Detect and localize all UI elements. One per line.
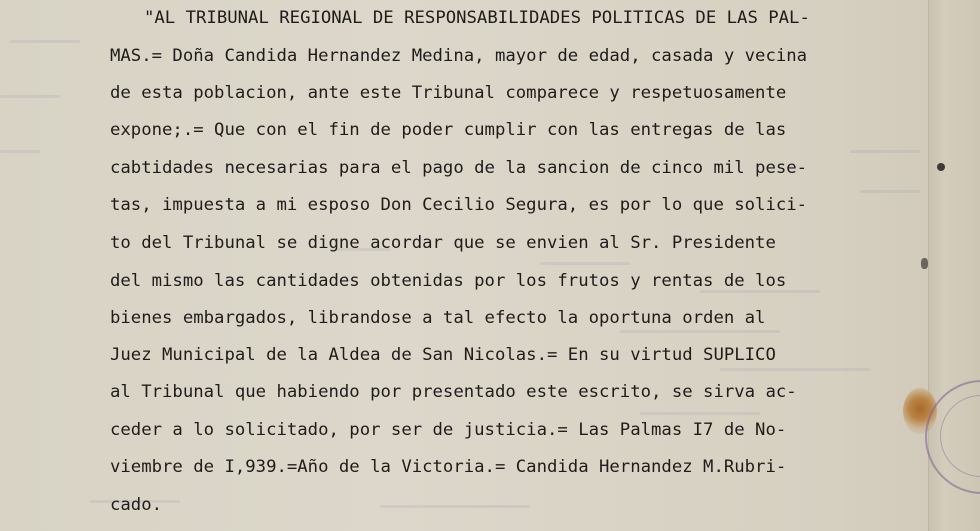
text-line: bienes embargados, librandose a tal efecto la oportuna orden al (110, 308, 766, 328)
paper-mark (921, 258, 928, 269)
text-line: to del Tribunal se digne acordar que se envien al Sr. Presidente (110, 233, 776, 253)
text-line: "AL TRIBUNAL REGIONAL DE RESPONSABILIDADES POLITICAS DE LAS PAL- (144, 8, 810, 28)
text-line: cado. (110, 495, 163, 515)
text-line: ceder a lo solicitado, por ser de justicia.= Las Palmas I7 de No- (110, 420, 787, 440)
text-line: tas, impuesta a mi esposo Don Cecilio Segura, es por lo que solici- (110, 195, 808, 215)
text-line: al Tribunal que habiendo por presentado este escrito, se sirva ac- (110, 382, 797, 402)
text-line: de esta poblacion, ante este Tribunal comparece y respetuosamente (110, 83, 787, 103)
text-line: del mismo las cantidades obtenidas por los frutos y rentas de los (110, 271, 787, 291)
ink-mark (937, 163, 945, 171)
text-line: cabtidades necesarias para el pago de la sancion de cinco mil pese- (110, 158, 808, 178)
text-line: MAS.= Doña Candida Hernandez Medina, mayor de edad, casada y vecina (110, 46, 808, 66)
text-line: Juez Municipal de la Aldea de San Nicolas.= En su virtud SUPLICO (110, 345, 776, 365)
text-line: viembre de I,939.=Año de la Victoria.= Candida Hernandez M.Rubri- (110, 457, 787, 477)
text-line: expone;.= Que con el fin de poder cumplir con las entregas de las (110, 120, 787, 140)
